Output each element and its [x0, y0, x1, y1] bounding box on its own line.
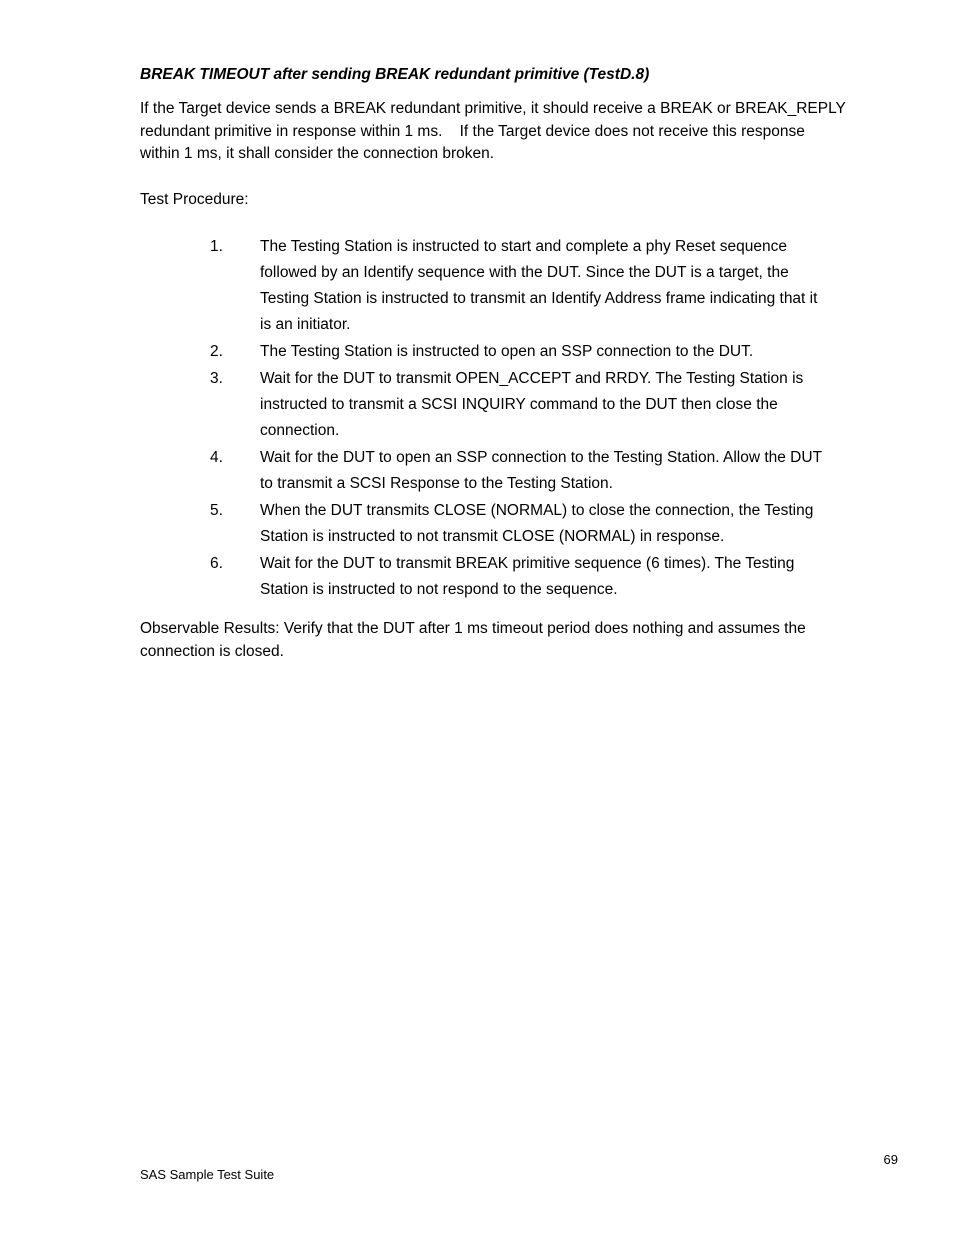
intro-paragraph: [140, 98, 900, 166]
page-number: 69: [883, 1152, 898, 1167]
intro-line: within 1 ms, it shall consider the connection broken.: [140, 145, 495, 162]
step-text: [260, 551, 900, 603]
procedure-step: [0, 445, 954, 497]
step-line: The Testing Station is instructed to open an SSP connection to the DUT.: [260, 343, 754, 360]
step-line: Testing Station is instructed to transmit an Identify Address frame indicating that it: [260, 290, 818, 307]
section-heading: BREAK TIMEOUT after sending BREAK redundant primitive (TestD.8): [140, 66, 650, 83]
step-number: 6.: [210, 555, 223, 572]
step-text: [260, 366, 900, 444]
observable-line: connection is closed.: [140, 642, 284, 660]
intro-line: redundant primitive in response within 1 ms. If the Target device does not receive this response: [140, 122, 805, 140]
step-line: instructed to transmit a SCSI INQUIRY command to the DUT then close the: [260, 396, 778, 413]
step-text: [260, 445, 900, 497]
step-line: to transmit a SCSI Response to the Testing Station.: [260, 475, 613, 492]
step-number: 5.: [210, 502, 223, 519]
step-line: The Testing Station is instructed to start and complete a phy Reset sequence: [260, 238, 788, 255]
procedure-step: [0, 234, 954, 338]
procedure-step: [0, 339, 954, 365]
step-number: 2.: [210, 343, 223, 360]
procedure-label: Test Procedure:: [140, 191, 249, 208]
step-line: Wait for the DUT to transmit BREAK primitive sequence (6 times). The Testing: [260, 555, 795, 572]
observable-results: [140, 618, 900, 663]
step-line: is an initiator.: [260, 316, 351, 333]
step-number: 3.: [210, 370, 223, 387]
step-text: [260, 498, 900, 550]
step-line: followed by an Identify sequence with the DUT. Since the DUT is a target, the: [260, 264, 789, 281]
procedure-list: [0, 234, 954, 604]
step-number: 1.: [210, 238, 223, 255]
step-line: connection.: [260, 422, 340, 439]
step-line: Wait for the DUT to transmit OPEN_ACCEPT and RRDY. The Testing Station is: [260, 370, 804, 387]
step-text: [260, 339, 900, 365]
step-line: Station is instructed to not respond to the sequence.: [260, 581, 618, 598]
procedure-step: [0, 498, 954, 550]
observable-line: Observable Results: Verify that the DUT after 1 ms timeout period does nothing and assumes the: [140, 620, 806, 637]
step-line: When the DUT transmits CLOSE (NORMAL) to close the connection, the Testing: [260, 502, 814, 519]
step-text: [260, 234, 900, 338]
procedure-step: [0, 551, 954, 603]
procedure-step: [0, 366, 954, 444]
intro-line: If the Target device sends a BREAK redundant primitive, it should receive a BREAK or BREAK_REPLY: [140, 100, 846, 117]
page-footer: SAS Sample Test Suite: [140, 1167, 275, 1182]
step-line: Wait for the DUT to open an SSP connection to the Testing Station. Allow the DUT: [260, 449, 823, 466]
step-line: Station is instructed to not transmit CLOSE (NORMAL) in response.: [260, 528, 725, 545]
step-number: 4.: [210, 449, 223, 466]
